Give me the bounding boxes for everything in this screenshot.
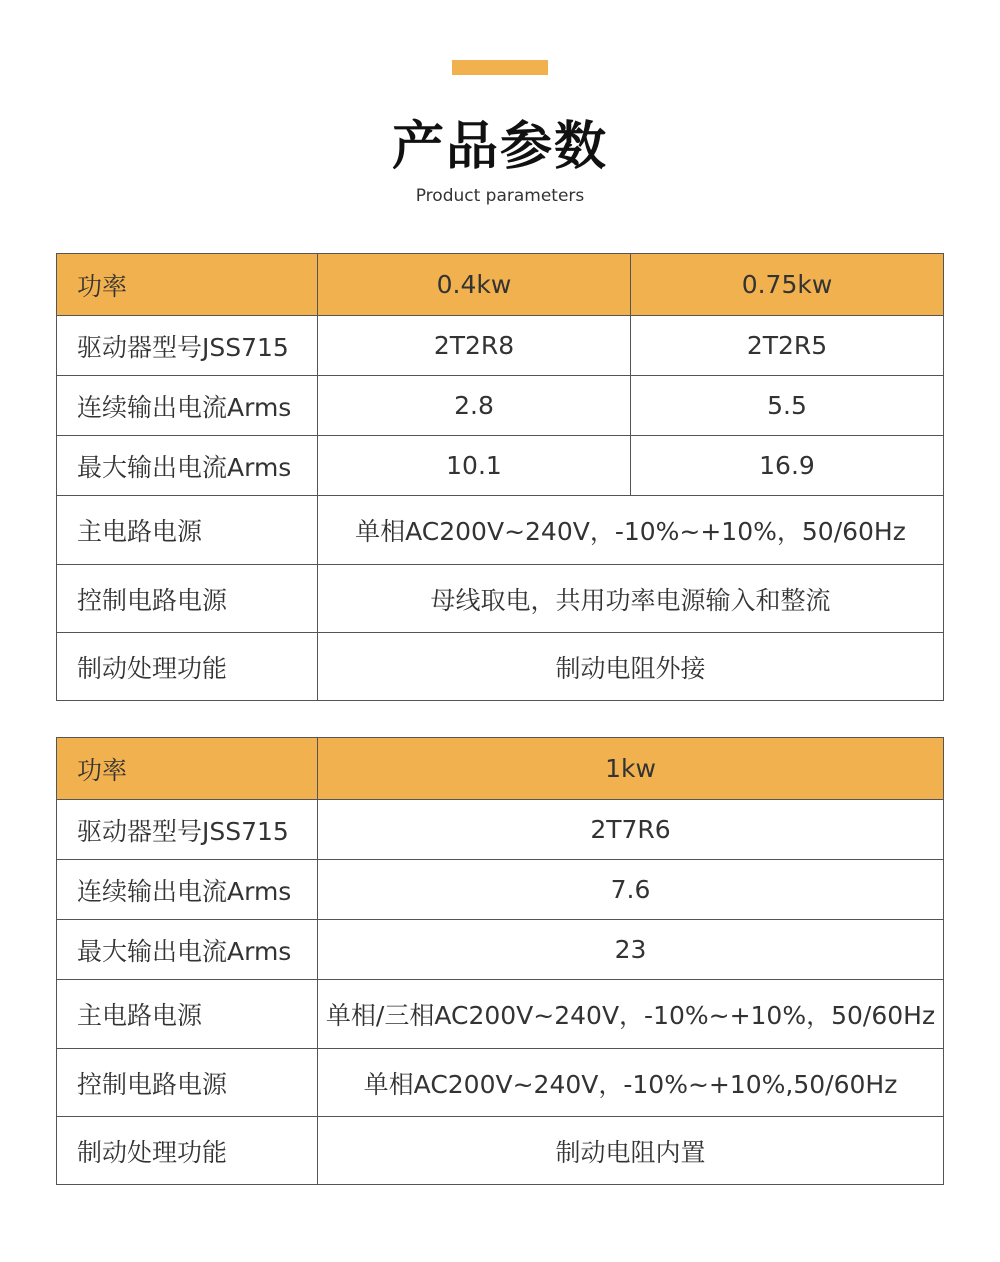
cell-continuous-0-4kw: 2.8 (318, 376, 631, 436)
table-row (57, 254, 944, 316)
cell-model-0-75kw: 2T2R5 (631, 316, 944, 376)
title-accent-bar (452, 60, 548, 75)
cell-braking: 制动电阻外接 (318, 633, 944, 701)
cell-braking: 制动电阻内置 (318, 1117, 944, 1185)
cell-continuous-1kw: 7.6 (318, 860, 944, 920)
cell-main-power: 单相/三相AC200V~240V，-10%~+10%，50/60Hz (318, 980, 944, 1049)
cell-max-0-4kw: 10.1 (318, 436, 631, 496)
cell-main-power: 单相AC200V~240V，-10%~+10%，50/60Hz (318, 496, 944, 565)
table-row (57, 1117, 944, 1185)
cell-model-1kw: 2T7R6 (318, 800, 944, 860)
spec-table-1 (56, 253, 944, 701)
table-row (57, 633, 944, 701)
table-row (57, 565, 944, 633)
row-label-main-power: 主电路电源 (57, 496, 318, 565)
cell-power-0-4kw: 0.4kw (318, 254, 631, 316)
row-label-max-current: 最大输出电流Arms (57, 436, 318, 496)
cell-max-1kw: 23 (318, 920, 944, 980)
cell-control-power: 母线取电，共用功率电源输入和整流 (318, 565, 944, 633)
row-label-power: 功率 (57, 254, 318, 316)
row-label-power: 功率 (57, 738, 318, 800)
page-title: 产品参数 (391, 117, 608, 177)
row-label-max-current: 最大输出电流Arms (57, 920, 318, 980)
cell-continuous-0-75kw: 5.5 (631, 376, 944, 436)
page-subtitle: Product parameters (415, 186, 585, 206)
table-row (57, 436, 944, 496)
cell-model-0-4kw: 2T2R8 (318, 316, 631, 376)
row-label-braking: 制动处理功能 (57, 633, 318, 701)
cell-control-power: 单相AC200V~240V，-10%~+10%,50/60Hz (318, 1049, 944, 1117)
row-label-control-power: 控制电路电源 (57, 1049, 318, 1117)
row-label-braking: 制动处理功能 (57, 1117, 318, 1185)
row-label-model: 驱动器型号JSS715 (57, 800, 318, 860)
row-label-control-power: 控制电路电源 (57, 565, 318, 633)
table-row (57, 860, 944, 920)
table-row (57, 800, 944, 860)
row-label-continuous-current: 连续输出电流Arms (57, 376, 318, 436)
spec-table-2 (56, 737, 944, 1185)
row-label-model: 驱动器型号JSS715 (57, 316, 318, 376)
cell-max-0-75kw: 16.9 (631, 436, 944, 496)
row-label-continuous-current: 连续输出电流Arms (57, 860, 318, 920)
table-row (57, 496, 944, 565)
table-row (57, 920, 944, 980)
table-row (57, 316, 944, 376)
cell-power-1kw: 1kw (318, 738, 944, 800)
table-row (57, 376, 944, 436)
table-row (57, 980, 944, 1049)
table-row (57, 738, 944, 800)
row-label-main-power: 主电路电源 (57, 980, 318, 1049)
cell-power-0-75kw: 0.75kw (631, 254, 944, 316)
table-row (57, 1049, 944, 1117)
